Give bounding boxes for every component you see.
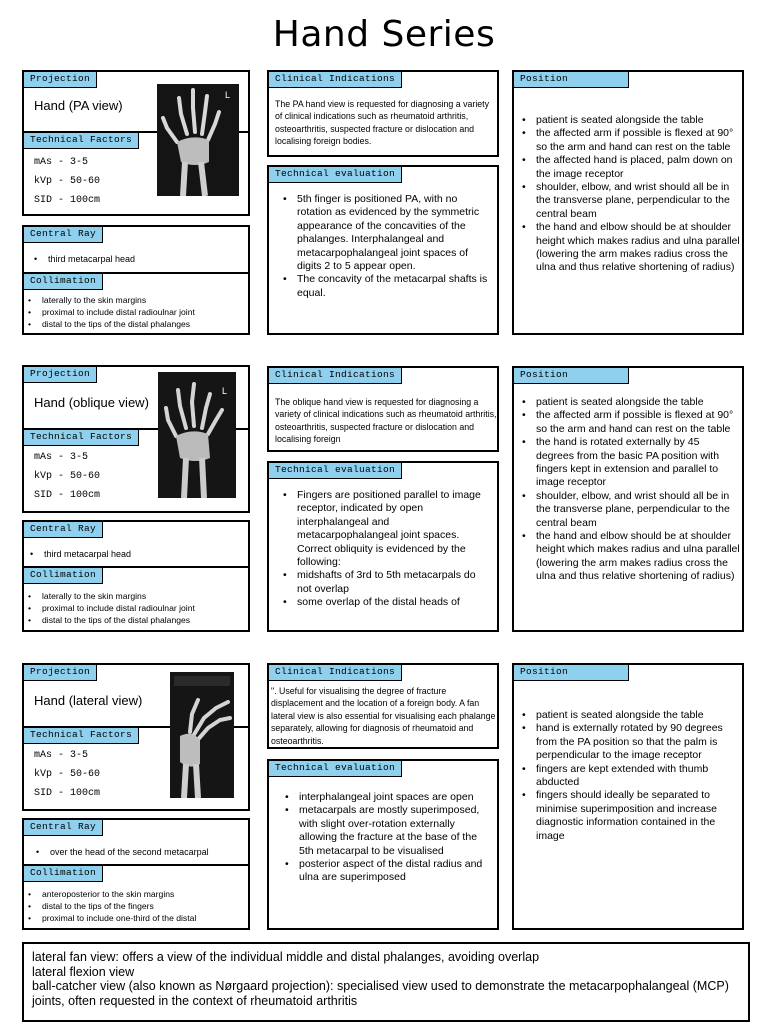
technical-evaluation-tag: Technical evaluation xyxy=(268,166,402,183)
collimation-list xyxy=(24,294,250,330)
list-item: • metacarpals are mostly superimposed, with slight over-rotation externally allowing the fracture at the base of the 5th metacarpal to be visualised xyxy=(281,804,491,858)
clinical-indications-tag: Clinical Indications xyxy=(268,664,402,681)
technical-evaluation-box-lateral xyxy=(267,759,499,930)
clinical-indications-text: The PA hand view is requested for diagnosing a variety of clinical indications such as rheumatoid arthritis, osteoarthritis, suspected fracture or dislocation and localising foreign bodies. xyxy=(275,99,490,147)
technical-evaluation-box-pa xyxy=(267,165,499,335)
central-ray-list xyxy=(30,253,135,265)
central-ray-box-oblique xyxy=(22,520,250,572)
xray-image-pa xyxy=(157,84,239,196)
list-item: • posterior aspect of the distal radius and ulna are superimposed xyxy=(281,858,491,885)
collimation-box-oblique xyxy=(22,566,250,632)
list-item: • 5th finger is positioned PA, with no rotation as evidenced by the symmetric appearance of the concavities of the phalanges. Interphalangeal and metacarpophalangeal joint spaces of digits 2 to 5 appear open. xyxy=(279,193,489,273)
list-item: • midshafts of 3rd to 5th metacarpals do not overlap xyxy=(279,569,491,596)
position-box-oblique xyxy=(512,366,744,632)
list-item: • Fingers are positioned parallel to image receptor, indicated by open interphalangeal and metacarpophalangeal joint spaces. Correct obliquity is evidenced by the following: xyxy=(279,489,491,569)
mas-value: mAs - 3-5 xyxy=(34,157,89,168)
sid-value: SID - 100cm xyxy=(34,788,101,799)
collimation-box-lateral xyxy=(22,864,250,930)
list-item: • The concavity of the metacarpal shafts is equal. xyxy=(279,273,489,300)
mas-value: mAs - 3-5 xyxy=(34,452,89,463)
list-item: • over the head of the second metacarpal xyxy=(32,846,209,858)
list-item: • the hand is rotated externally by 45 degrees from the basic PA position with fingers kept in extension and parallel to image receptor xyxy=(518,436,740,490)
collimation-tag: Collimation xyxy=(23,273,103,290)
list-item: • some overlap of the distal heads of xyxy=(279,596,491,609)
clinical-indications-text: ". Useful for visualising the degree of fracture displacement and the location of a foreign body. A fan lateral view is also essential for visualising each phalange separately, allowing for diagnosis of rheumatoid and osteoarthritis. xyxy=(271,686,496,746)
note-line: lateral flexion view xyxy=(32,964,135,979)
sid-value: SID - 100cm xyxy=(34,195,101,206)
technical-factors-list xyxy=(34,448,100,505)
clinical-indications-tag: Clinical Indications xyxy=(268,367,402,384)
list-item: • distal to the tips of the distal phalanges xyxy=(24,614,250,626)
technical-evaluation-tag: Technical evaluation xyxy=(268,760,402,777)
list-item: • proximal to include one-third of the distal xyxy=(24,912,250,924)
technical-factors-tag: Technical Factors xyxy=(23,429,139,446)
position-list xyxy=(518,114,740,275)
list-item: • laterally to the skin margins xyxy=(24,590,250,602)
projection-tag: Projection xyxy=(23,366,97,383)
list-item: • the affected hand is placed, palm down on the image receptor xyxy=(518,154,740,181)
collimation-tag: Collimation xyxy=(23,865,103,882)
clinical-indications-text: The oblique hand view is requested for diagnosing a variety of clinical indications such as rheumatoid arthritis, osteoarthritis, suspected fracture or dislocation and localising foreign xyxy=(275,397,497,445)
list-item: • proximal to include distal radioulnar joint xyxy=(24,306,250,318)
xray-marker: L xyxy=(225,90,231,100)
xray-marker: L xyxy=(222,386,228,396)
list-item: • distal to the tips of the fingers xyxy=(24,900,250,912)
technical-factors-list xyxy=(34,746,100,803)
projection-label: Hand (PA view) xyxy=(34,98,123,113)
position-tag: Position xyxy=(513,71,629,88)
central-ray-tag: Central Ray xyxy=(23,819,103,836)
notes-text xyxy=(32,950,748,1008)
collimation-list xyxy=(24,888,250,924)
list-item: • the hand and elbow should be at shoulder height which makes radius and ulna parallel (lowering the arm makes radius cross the ulna and thus relative shortening of radius) xyxy=(518,221,740,275)
list-item: • hand is externally rotated by 90 degrees from the PA position so that the palm is perpendicular to the image receptor xyxy=(518,722,740,762)
clinical-indications-box-pa xyxy=(267,70,499,157)
list-item: • laterally to the skin margins xyxy=(24,294,250,306)
collimation-box-pa xyxy=(22,272,250,335)
note-line: ball-catcher view (also known as Nørgaard projection): specialised view used to demonstrate the metacarpophalangeal (MCP) joints, often requested in the context of rheumatoid arthritis xyxy=(32,979,729,1008)
list-item: • fingers are kept extended with thumb abducted xyxy=(518,763,740,790)
list-item: • proximal to include distal radioulnar joint xyxy=(24,602,250,614)
xray-image-lateral xyxy=(170,672,234,798)
technical-evaluation-list xyxy=(279,489,491,610)
technical-factors-list xyxy=(34,153,100,210)
clinical-indications-tag: Clinical Indications xyxy=(268,71,402,88)
mas-value: mAs - 3-5 xyxy=(34,750,89,761)
list-item: • the affected arm if possible is flexed at 90° so the arm and hand can rest on the table xyxy=(518,127,740,154)
list-item: • anteroposterior to the skin margins xyxy=(24,888,250,900)
central-ray-tag: Central Ray xyxy=(23,521,103,538)
central-ray-list xyxy=(26,548,131,560)
sid-value: SID - 100cm xyxy=(34,490,101,501)
list-item: • the affected arm if possible is flexed at 90° so the arm and hand can rest on the table xyxy=(518,409,740,436)
position-tag: Position xyxy=(513,664,629,681)
list-item: • fingers should ideally be separated to minimise superimposition and increase diagnostic information contained in the image xyxy=(518,789,740,843)
clinical-indications-box-lateral xyxy=(267,663,499,749)
list-item: • patient is seated alongside the table xyxy=(518,114,740,127)
list-item: • shoulder, elbow, and wrist should all be in the transverse plane, perpendicular to the central beam xyxy=(518,181,740,221)
clinical-indications-box-oblique xyxy=(267,366,499,452)
central-ray-list xyxy=(32,846,209,858)
list-item: • third metacarpal head xyxy=(30,253,135,265)
technical-evaluation-list xyxy=(279,193,489,300)
position-list xyxy=(518,396,740,584)
kvp-value: kVp - 50-60 xyxy=(34,176,101,187)
projection-label: Hand (oblique view) xyxy=(34,395,149,410)
kvp-value: kVp - 50-60 xyxy=(34,769,101,780)
technical-factors-tag: Technical Factors xyxy=(23,727,139,744)
technical-evaluation-tag: Technical evaluation xyxy=(268,462,402,479)
position-box-lateral xyxy=(512,663,744,930)
list-item: • the hand and elbow should be at shoulder height which makes radius and ulna parallel (lowering the arm makes radius cross the ulna and thus relative shortening of radius) xyxy=(518,530,740,584)
collimation-tag: Collimation xyxy=(23,567,103,584)
technical-evaluation-box-oblique xyxy=(267,461,499,632)
collimation-list xyxy=(24,590,250,626)
notes-box xyxy=(22,942,750,1022)
list-item: • distal to the tips of the distal phalanges xyxy=(24,318,250,330)
projection-tag: Projection xyxy=(23,664,97,681)
list-item: • patient is seated alongside the table xyxy=(518,709,740,722)
projection-tag: Projection xyxy=(23,71,97,88)
technical-evaluation-list xyxy=(281,791,491,885)
note-line: lateral fan view: offers a view of the individual middle and distal phalanges, avoiding overlap xyxy=(32,950,540,964)
list-item: • shoulder, elbow, and wrist should all be in the transverse plane, perpendicular to the central beam xyxy=(518,490,740,530)
projection-label: Hand (lateral view) xyxy=(34,693,143,708)
list-item: • third metacarpal head xyxy=(26,548,131,560)
list-item: • interphalangeal joint spaces are open xyxy=(281,791,491,804)
central-ray-box-lateral xyxy=(22,818,250,870)
central-ray-box-pa xyxy=(22,225,250,275)
position-list xyxy=(518,709,740,843)
page-title: Hand Series xyxy=(272,14,496,55)
position-tag: Position xyxy=(513,367,629,384)
kvp-value: kVp - 50-60 xyxy=(34,471,101,482)
central-ray-tag: Central Ray xyxy=(23,226,103,243)
list-item: • patient is seated alongside the table xyxy=(518,396,740,409)
xray-image-oblique xyxy=(158,372,236,498)
position-box-pa xyxy=(512,70,744,335)
technical-factors-tag: Technical Factors xyxy=(23,132,139,149)
